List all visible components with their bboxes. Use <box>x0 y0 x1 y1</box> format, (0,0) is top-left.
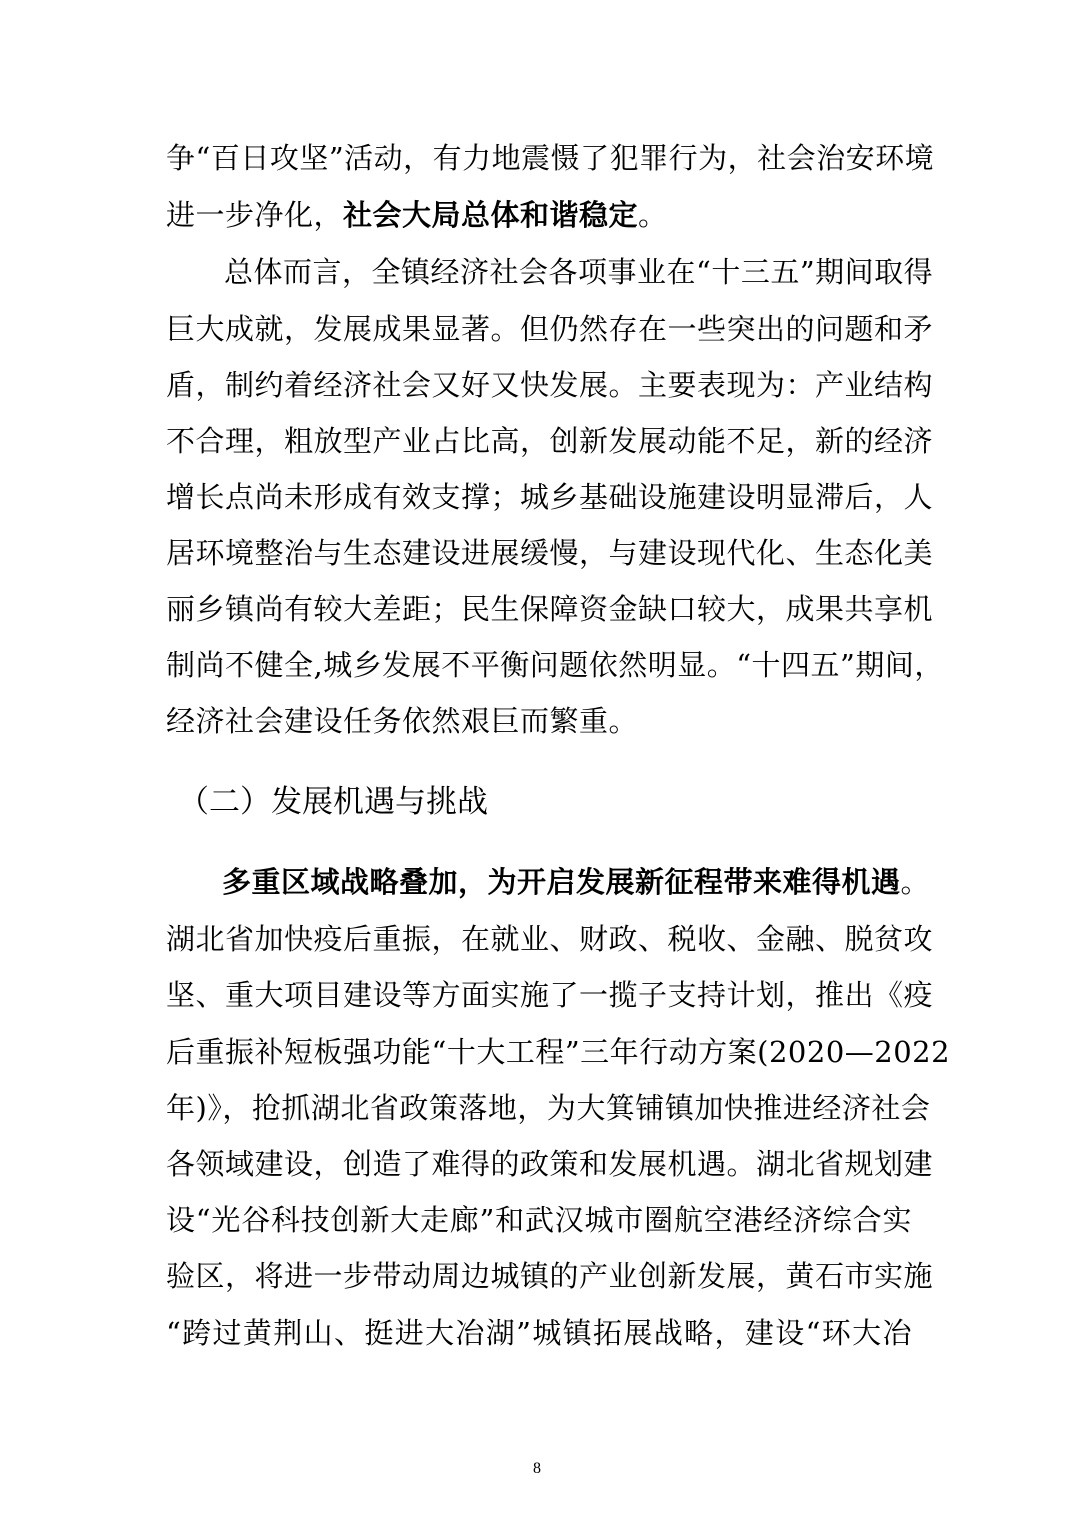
text-span: 进一步净化， <box>166 198 344 232</box>
paragraph-line: 各领域建设，创造了难得的政策和发展机遇。湖北省规划建 <box>166 1147 934 1181</box>
paragraph-line: 总体而言，全镇经济社会各项事业在“十三五”期间取得 <box>224 255 934 289</box>
paragraph-line: 湖北省加快疫后重振，在就业、财政、税收、金融、脱贫攻 <box>166 922 934 956</box>
section-heading: （二）发展机遇与挑战 <box>178 784 488 820</box>
paragraph-line: “跨过黄荆山、挺进大冶湖”城镇拓展战略，建设“环大冶 <box>166 1316 912 1350</box>
paragraph-line: 居环境整治与生态建设进展缓慢，与建设现代化、生态化美 <box>166 536 934 570</box>
paragraph-line <box>222 854 931 910</box>
text-span: 。 <box>900 865 931 899</box>
paragraph-line: 不合理，粗放型产业占比高，创新发展动能不足，新的经济 <box>166 424 934 458</box>
bold-phrase: 社会大局总体和谐稳定 <box>343 198 639 232</box>
paragraph-line: 坚、重大项目建设等方面实施了一揽子支持计划，推出《疫 <box>166 978 934 1012</box>
paragraph-line: 争“百日攻坚”活动，有力地震慑了犯罪行为，社会治安环境 <box>166 141 935 175</box>
paragraph-line: 巨大成就，发展成果显著。但仍然存在一些突出的问题和矛 <box>166 312 934 346</box>
paragraph-line: 经济社会建设任务依然艰巨而繁重。 <box>166 704 639 738</box>
paragraph-line <box>166 187 668 243</box>
paragraph-line: 验区，将进一步带动周边城镇的产业创新发展，黄石市实施 <box>166 1259 934 1293</box>
paragraph-line: 设“光谷科技创新大走廊”和武汉城市圈航空港经济综合实 <box>166 1203 912 1237</box>
paragraph-line: 丽乡镇尚有较大差距；民生保障资金缺口较大，成果共享机 <box>166 592 934 626</box>
page-number: 8 <box>533 1460 541 1477</box>
paragraph-line: 制尚不健全,城乡发展不平衡问题依然明显。“十四五”期间， <box>166 648 944 682</box>
bold-phrase: 多重区域战略叠加，为开启发展新征程带来难得机遇 <box>222 865 901 899</box>
paragraph-line: 后重振补短板强功能“十大工程”三年行动方案(2020—2022 <box>166 1035 951 1069</box>
paragraph-line: 年)》，抢抓湖北省政策落地，为大箕铺镇加快推进经济社会 <box>166 1091 931 1125</box>
text-span: 。 <box>638 198 668 232</box>
paragraph-line: 盾，制约着经济社会又好又快发展。主要表现为：产业结构 <box>166 368 934 402</box>
paragraph-line: 增长点尚未形成有效支撑；城乡基础设施建设明显滞后，人 <box>166 480 934 514</box>
